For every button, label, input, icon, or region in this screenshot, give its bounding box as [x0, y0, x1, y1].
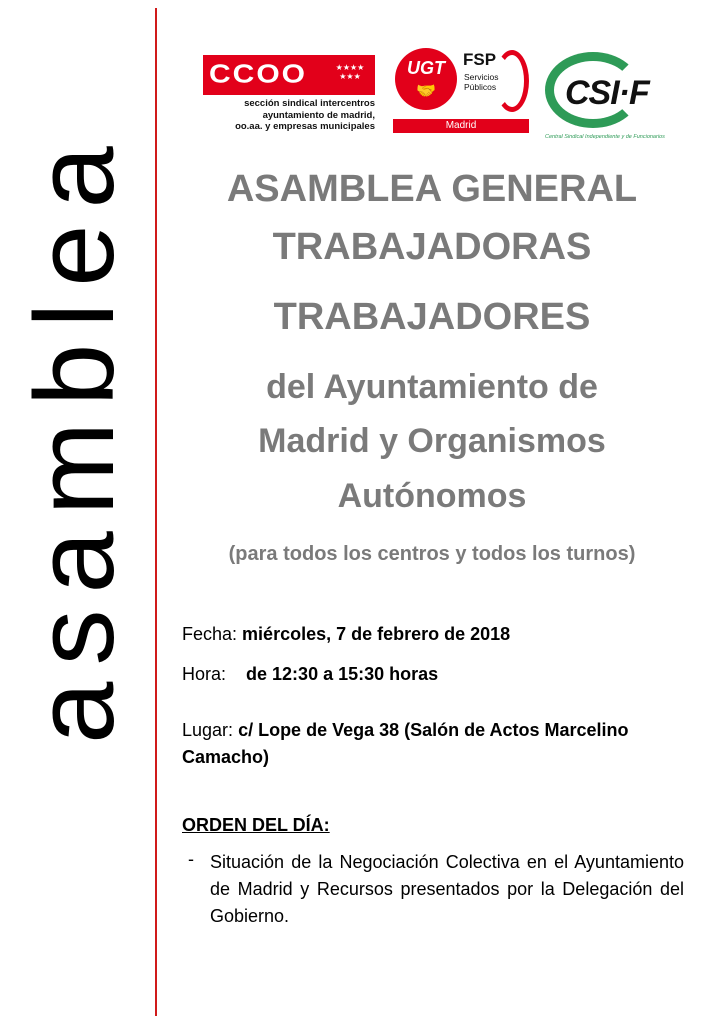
heading-line-1: ASAMBLEA GENERAL: [226, 168, 638, 210]
side-vertical-word: [12, 92, 137, 782]
heading-line-4: del Ayuntamiento de: [266, 368, 598, 406]
orden-del-dia-title: ORDEN DEL DÍA:: [182, 815, 330, 835]
fecha-value: miércoles, 7 de febrero de 2018: [242, 624, 511, 644]
ugt-servicios-line: Públicos: [464, 82, 497, 92]
hora-label: Hora:: [182, 664, 227, 684]
heading-line-5: Madrid y Organismos: [258, 422, 606, 460]
handshake-icon: 🤝: [416, 83, 436, 100]
ugt-logo-name: UGT: [407, 58, 445, 78]
agenda-bullet: -: [188, 849, 194, 869]
fecha-label: Fecha:: [182, 624, 238, 644]
ccoo-logo: [203, 55, 375, 133]
ccoo-subtitle-line: oo.aa. y empresas municipales: [235, 121, 375, 132]
stars-icon: ★★★★ ★★★: [335, 63, 365, 81]
heading-note: (para todos los centros y todos los turnos): [228, 543, 636, 565]
agenda-item-text: Situación de la Negociación Colectiva en el Ayuntamiento de Madrid y Recursos presentados por la Delegación del Gobierno.: [210, 852, 684, 926]
lugar-value-line-2: Camacho): [182, 747, 270, 767]
heading-line-6: Autónomos: [337, 477, 527, 515]
agenda-item: [188, 849, 684, 930]
heading-line-2: TRABAJADORAS: [272, 226, 592, 268]
lugar-line: [182, 717, 629, 771]
ugt-servicios-label: [464, 72, 498, 92]
ugt-fsp-label: FSP: [463, 50, 497, 69]
ugt-fsp-logo: [393, 46, 533, 138]
hora-line: [182, 664, 438, 685]
heading-line-3: TRABAJADORES: [273, 296, 591, 338]
ugt-servicios-line: Servicios: [464, 72, 499, 82]
fecha-line: [182, 624, 510, 645]
side-word-text: asamblea: [12, 130, 137, 744]
ccoo-logo-name: CCOO: [209, 60, 307, 89]
csif-logo-name: CSI·F: [565, 74, 649, 112]
red-vertical-divider: [155, 8, 157, 1016]
ccoo-logo-bar: [203, 55, 375, 95]
csif-logo: [545, 48, 675, 148]
lugar-label: Lugar:: [182, 720, 234, 740]
ccoo-subtitle-line: ayuntamiento de madrid,: [262, 109, 375, 121]
ugt-arc-shape: [495, 50, 529, 112]
hora-value: de 12:30 a 15:30 horas: [246, 664, 439, 684]
lugar-value-line-1: c/ Lope de Vega 38 (Salón de Actos Marcelino: [238, 720, 629, 740]
ugt-region-bar: Madrid: [393, 119, 529, 133]
csif-logo-subtitle: Central Sindical Independiente y de Funcionarios: [545, 134, 665, 140]
ccoo-logo-subtitle: [203, 98, 375, 133]
ugt-circle-emblem: [395, 48, 457, 110]
ccoo-subtitle-line: sección sindical intercentros: [244, 98, 375, 109]
